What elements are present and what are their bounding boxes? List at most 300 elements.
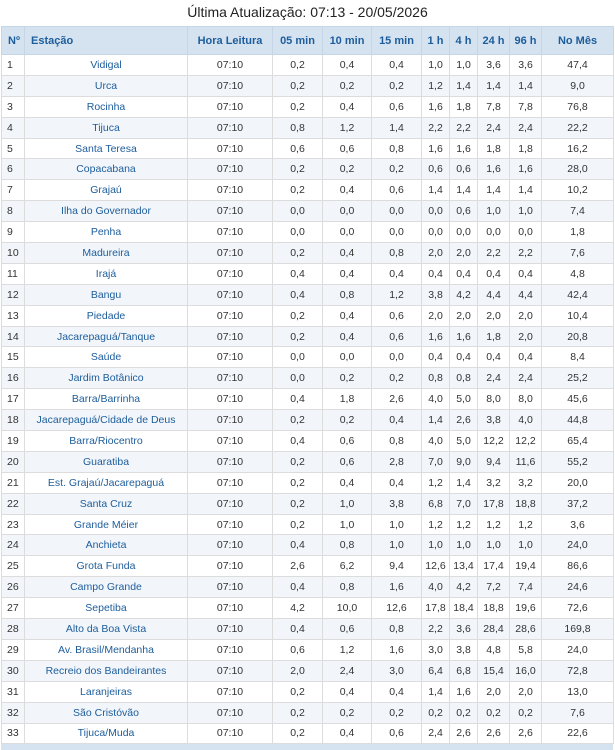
cell-reading-time: 07:10 xyxy=(188,243,273,264)
cell-05min: 0,2 xyxy=(273,451,323,472)
cell-month: 4,8 xyxy=(542,263,614,284)
table-row xyxy=(2,451,614,472)
cell-number: 2 xyxy=(2,75,25,96)
cell-05min: 0,4 xyxy=(273,619,323,640)
cell-number: 24 xyxy=(2,535,25,556)
cell-month: 8,4 xyxy=(542,347,614,368)
table-row xyxy=(2,222,614,243)
cell-station: Grande Méier xyxy=(25,514,188,535)
cell-15min: 0,2 xyxy=(372,75,422,96)
cell-15min: 12,6 xyxy=(372,598,422,619)
cell-reading-time: 07:10 xyxy=(188,410,273,431)
cell-month: 16,2 xyxy=(542,138,614,159)
cell-1h: 1,4 xyxy=(422,180,450,201)
cell-05min: 0,0 xyxy=(273,347,323,368)
cell-reading-time: 07:10 xyxy=(188,577,273,598)
cell-96h: 1,8 xyxy=(510,138,542,159)
cell-15min: 0,6 xyxy=(372,326,422,347)
cell-4h: 0,0 xyxy=(450,222,478,243)
cell-24h: 28,4 xyxy=(478,619,510,640)
cell-month: 65,4 xyxy=(542,431,614,452)
cell-number: 22 xyxy=(2,493,25,514)
col-header-15min[interactable]: 15 min xyxy=(372,27,422,55)
table-row xyxy=(2,284,614,305)
cell-15min: 0,6 xyxy=(372,723,422,744)
cell-4h: 1,0 xyxy=(450,55,478,76)
cell-15min: 1,0 xyxy=(372,535,422,556)
col-header-1h[interactable]: 1 h xyxy=(422,27,450,55)
cell-15min: 0,0 xyxy=(372,222,422,243)
cell-4h: 0,2 xyxy=(450,702,478,723)
cell-15min: 2,6 xyxy=(372,389,422,410)
cell-10min: 0,6 xyxy=(323,619,372,640)
cell-station: Irajá xyxy=(25,263,188,284)
cell-number: 19 xyxy=(2,431,25,452)
cell-month: 7,6 xyxy=(542,243,614,264)
table-row xyxy=(2,347,614,368)
col-header-96h[interactable]: 96 h xyxy=(510,27,542,55)
cell-4h: 2,6 xyxy=(450,723,478,744)
cell-24h: 3,6 xyxy=(478,55,510,76)
cell-24h: 2,4 xyxy=(478,117,510,138)
cell-number: 5 xyxy=(2,138,25,159)
cell-05min: 2,0 xyxy=(273,660,323,681)
cell-24h: 1,6 xyxy=(478,159,510,180)
cell-10min: 0,0 xyxy=(323,347,372,368)
table-row xyxy=(2,368,614,389)
cell-96h: 7,8 xyxy=(510,96,542,117)
cell-number: 18 xyxy=(2,410,25,431)
cell-station: Urca xyxy=(25,75,188,96)
cell-4h: 2,2 xyxy=(450,117,478,138)
cell-1h: 2,0 xyxy=(422,243,450,264)
cell-10min: 0,2 xyxy=(323,368,372,389)
cell-96h: 28,6 xyxy=(510,619,542,640)
table-row xyxy=(2,75,614,96)
cell-05min: 0,4 xyxy=(273,535,323,556)
cell-reading-time: 07:10 xyxy=(188,284,273,305)
cell-96h: 4,4 xyxy=(510,284,542,305)
cell-number: 33 xyxy=(2,723,25,744)
rain-table xyxy=(1,26,614,744)
cell-1h: 0,0 xyxy=(422,201,450,222)
cell-station: Vidigal xyxy=(25,55,188,76)
cell-05min: 0,2 xyxy=(273,55,323,76)
cell-96h: 1,4 xyxy=(510,180,542,201)
cell-4h: 0,6 xyxy=(450,159,478,180)
cell-number: 30 xyxy=(2,660,25,681)
cell-month: 1,8 xyxy=(542,222,614,243)
cell-month: 72,8 xyxy=(542,660,614,681)
cell-05min: 0,2 xyxy=(273,305,323,326)
cell-1h: 7,0 xyxy=(422,451,450,472)
cell-4h: 1,2 xyxy=(450,514,478,535)
cell-number: 8 xyxy=(2,201,25,222)
cell-24h: 2,0 xyxy=(478,681,510,702)
cell-1h: 1,4 xyxy=(422,410,450,431)
cell-month: 20,8 xyxy=(542,326,614,347)
table-row xyxy=(2,493,614,514)
table-footer-bar xyxy=(1,744,613,750)
cell-10min: 0,6 xyxy=(323,431,372,452)
cell-96h: 0,4 xyxy=(510,263,542,284)
cell-24h: 4,8 xyxy=(478,639,510,660)
cell-number: 32 xyxy=(2,702,25,723)
cell-96h: 19,6 xyxy=(510,598,542,619)
cell-number: 31 xyxy=(2,681,25,702)
cell-15min: 0,8 xyxy=(372,431,422,452)
cell-4h: 0,4 xyxy=(450,347,478,368)
cell-96h: 8,0 xyxy=(510,389,542,410)
cell-month: 76,8 xyxy=(542,96,614,117)
cell-4h: 1,4 xyxy=(450,180,478,201)
cell-month: 24,6 xyxy=(542,577,614,598)
cell-reading-time: 07:10 xyxy=(188,117,273,138)
cell-4h: 1,6 xyxy=(450,326,478,347)
cell-reading-time: 07:10 xyxy=(188,180,273,201)
cell-24h: 18,8 xyxy=(478,598,510,619)
cell-05min: 0,2 xyxy=(273,723,323,744)
table-row xyxy=(2,138,614,159)
cell-reading-time: 07:10 xyxy=(188,451,273,472)
cell-station: Copacabana xyxy=(25,159,188,180)
table-row xyxy=(2,681,614,702)
cell-24h: 0,4 xyxy=(478,263,510,284)
cell-number: 4 xyxy=(2,117,25,138)
cell-reading-time: 07:10 xyxy=(188,305,273,326)
cell-15min: 0,8 xyxy=(372,619,422,640)
cell-05min: 0,4 xyxy=(273,431,323,452)
cell-month: 13,0 xyxy=(542,681,614,702)
cell-number: 15 xyxy=(2,347,25,368)
cell-15min: 0,4 xyxy=(372,55,422,76)
col-header-reading-time[interactable]: Hora Leitura xyxy=(188,27,273,55)
cell-10min: 0,4 xyxy=(323,305,372,326)
cell-15min: 0,8 xyxy=(372,138,422,159)
cell-1h: 0,8 xyxy=(422,368,450,389)
cell-month: 169,8 xyxy=(542,619,614,640)
cell-15min: 0,4 xyxy=(372,410,422,431)
table-row xyxy=(2,159,614,180)
table-row xyxy=(2,514,614,535)
cell-96h: 5,8 xyxy=(510,639,542,660)
cell-1h: 0,0 xyxy=(422,222,450,243)
cell-10min: 0,4 xyxy=(323,472,372,493)
table-row xyxy=(2,556,614,577)
table-row xyxy=(2,577,614,598)
cell-96h: 18,8 xyxy=(510,493,542,514)
cell-1h: 6,8 xyxy=(422,493,450,514)
cell-24h: 9,4 xyxy=(478,451,510,472)
cell-month: 37,2 xyxy=(542,493,614,514)
cell-96h: 1,6 xyxy=(510,159,542,180)
cell-month: 42,4 xyxy=(542,284,614,305)
cell-4h: 4,2 xyxy=(450,284,478,305)
cell-96h: 2,4 xyxy=(510,368,542,389)
cell-10min: 0,6 xyxy=(323,451,372,472)
cell-10min: 0,4 xyxy=(323,180,372,201)
cell-96h: 2,6 xyxy=(510,723,542,744)
cell-10min: 0,2 xyxy=(323,75,372,96)
cell-4h: 13,4 xyxy=(450,556,478,577)
cell-96h: 16,0 xyxy=(510,660,542,681)
cell-96h: 0,2 xyxy=(510,702,542,723)
cell-24h: 7,2 xyxy=(478,577,510,598)
cell-station: Madureira xyxy=(25,243,188,264)
cell-reading-time: 07:10 xyxy=(188,263,273,284)
cell-24h: 2,2 xyxy=(478,243,510,264)
cell-reading-time: 07:10 xyxy=(188,681,273,702)
cell-reading-time: 07:10 xyxy=(188,535,273,556)
cell-station: Barra/Barrinha xyxy=(25,389,188,410)
cell-05min: 0,4 xyxy=(273,389,323,410)
col-header-4h[interactable]: 4 h xyxy=(450,27,478,55)
cell-15min: 1,2 xyxy=(372,284,422,305)
cell-10min: 0,2 xyxy=(323,159,372,180)
cell-month: 9,0 xyxy=(542,75,614,96)
cell-1h: 12,6 xyxy=(422,556,450,577)
table-row xyxy=(2,598,614,619)
cell-15min: 0,2 xyxy=(372,702,422,723)
table-row xyxy=(2,326,614,347)
cell-4h: 5,0 xyxy=(450,389,478,410)
cell-24h: 0,4 xyxy=(478,347,510,368)
cell-reading-time: 07:10 xyxy=(188,660,273,681)
cell-24h: 3,8 xyxy=(478,410,510,431)
cell-number: 17 xyxy=(2,389,25,410)
table-row xyxy=(2,263,614,284)
cell-reading-time: 07:10 xyxy=(188,702,273,723)
cell-15min: 0,0 xyxy=(372,347,422,368)
cell-10min: 0,4 xyxy=(323,243,372,264)
cell-number: 10 xyxy=(2,243,25,264)
cell-96h: 1,2 xyxy=(510,514,542,535)
cell-number: 28 xyxy=(2,619,25,640)
cell-05min: 0,2 xyxy=(273,514,323,535)
cell-24h: 1,0 xyxy=(478,535,510,556)
cell-reading-time: 07:10 xyxy=(188,222,273,243)
col-header-number[interactable]: Nº xyxy=(2,27,25,55)
cell-05min: 0,4 xyxy=(273,263,323,284)
cell-24h: 7,8 xyxy=(478,96,510,117)
cell-15min: 1,0 xyxy=(372,514,422,535)
cell-4h: 1,8 xyxy=(450,96,478,117)
cell-reading-time: 07:10 xyxy=(188,619,273,640)
cell-4h: 1,4 xyxy=(450,472,478,493)
cell-05min: 0,4 xyxy=(273,577,323,598)
cell-month: 25,2 xyxy=(542,368,614,389)
table-row xyxy=(2,305,614,326)
cell-number: 26 xyxy=(2,577,25,598)
cell-month: 44,8 xyxy=(542,410,614,431)
cell-number: 29 xyxy=(2,639,25,660)
cell-05min: 0,2 xyxy=(273,243,323,264)
cell-24h: 17,8 xyxy=(478,493,510,514)
cell-05min: 0,6 xyxy=(273,138,323,159)
cell-station: Est. Grajaú/Jacarepaguá xyxy=(25,472,188,493)
cell-reading-time: 07:10 xyxy=(188,159,273,180)
cell-number: 13 xyxy=(2,305,25,326)
table-header-row xyxy=(2,27,614,55)
cell-station: Tijuca xyxy=(25,117,188,138)
cell-10min: 0,2 xyxy=(323,702,372,723)
cell-96h: 2,4 xyxy=(510,117,542,138)
cell-24h: 15,4 xyxy=(478,660,510,681)
cell-month: 10,2 xyxy=(542,180,614,201)
cell-number: 3 xyxy=(2,96,25,117)
cell-month: 7,4 xyxy=(542,201,614,222)
cell-15min: 0,2 xyxy=(372,159,422,180)
table-row xyxy=(2,723,614,744)
col-header-station[interactable]: Estação xyxy=(25,27,188,55)
cell-reading-time: 07:10 xyxy=(188,639,273,660)
cell-1h: 1,4 xyxy=(422,681,450,702)
cell-number: 20 xyxy=(2,451,25,472)
cell-number: 7 xyxy=(2,180,25,201)
cell-1h: 1,0 xyxy=(422,55,450,76)
cell-1h: 4,0 xyxy=(422,389,450,410)
cell-05min: 0,0 xyxy=(273,201,323,222)
cell-05min: 0,2 xyxy=(273,681,323,702)
cell-05min: 0,2 xyxy=(273,702,323,723)
cell-number: 14 xyxy=(2,326,25,347)
cell-05min: 0,6 xyxy=(273,639,323,660)
cell-reading-time: 07:10 xyxy=(188,493,273,514)
cell-05min: 0,2 xyxy=(273,159,323,180)
cell-10min: 6,2 xyxy=(323,556,372,577)
cell-number: 21 xyxy=(2,472,25,493)
cell-station: Saúde xyxy=(25,347,188,368)
cell-24h: 2,6 xyxy=(478,723,510,744)
cell-10min: 0,4 xyxy=(323,55,372,76)
cell-month: 3,6 xyxy=(542,514,614,535)
cell-4h: 4,2 xyxy=(450,577,478,598)
table-row xyxy=(2,55,614,76)
cell-reading-time: 07:10 xyxy=(188,556,273,577)
cell-reading-time: 07:10 xyxy=(188,347,273,368)
cell-1h: 1,6 xyxy=(422,96,450,117)
cell-10min: 0,8 xyxy=(323,284,372,305)
cell-24h: 17,4 xyxy=(478,556,510,577)
col-header-05min[interactable]: 05 min xyxy=(273,27,323,55)
cell-05min: 0,2 xyxy=(273,96,323,117)
cell-month: 45,6 xyxy=(542,389,614,410)
cell-96h: 4,0 xyxy=(510,410,542,431)
cell-96h: 12,2 xyxy=(510,431,542,452)
cell-15min: 0,8 xyxy=(372,243,422,264)
cell-10min: 1,2 xyxy=(323,639,372,660)
cell-month: 55,2 xyxy=(542,451,614,472)
cell-24h: 8,0 xyxy=(478,389,510,410)
cell-1h: 4,0 xyxy=(422,431,450,452)
cell-05min: 0,2 xyxy=(273,472,323,493)
cell-1h: 2,2 xyxy=(422,117,450,138)
cell-10min: 0,8 xyxy=(323,535,372,556)
table-row xyxy=(2,410,614,431)
cell-station: Laranjeiras xyxy=(25,681,188,702)
cell-month: 22,2 xyxy=(542,117,614,138)
cell-96h: 1,4 xyxy=(510,75,542,96)
col-header-month[interactable]: No Mês xyxy=(542,27,614,55)
cell-month: 47,4 xyxy=(542,55,614,76)
cell-reading-time: 07:10 xyxy=(188,75,273,96)
cell-month: 86,6 xyxy=(542,556,614,577)
col-header-10min[interactable]: 10 min xyxy=(323,27,372,55)
cell-24h: 1,2 xyxy=(478,514,510,535)
cell-15min: 0,6 xyxy=(372,96,422,117)
cell-15min: 0,4 xyxy=(372,263,422,284)
cell-10min: 10,0 xyxy=(323,598,372,619)
cell-4h: 7,0 xyxy=(450,493,478,514)
cell-10min: 0,2 xyxy=(323,410,372,431)
table-row xyxy=(2,431,614,452)
cell-15min: 0,2 xyxy=(372,368,422,389)
cell-4h: 0,8 xyxy=(450,368,478,389)
cell-96h: 2,2 xyxy=(510,243,542,264)
cell-1h: 0,4 xyxy=(422,347,450,368)
table-row xyxy=(2,117,614,138)
cell-reading-time: 07:10 xyxy=(188,389,273,410)
cell-4h: 1,6 xyxy=(450,681,478,702)
cell-96h: 1,0 xyxy=(510,201,542,222)
cell-10min: 1,0 xyxy=(323,514,372,535)
cell-1h: 3,8 xyxy=(422,284,450,305)
table-row xyxy=(2,201,614,222)
cell-05min: 0,2 xyxy=(273,410,323,431)
cell-24h: 0,2 xyxy=(478,702,510,723)
table-row xyxy=(2,619,614,640)
cell-05min: 0,0 xyxy=(273,222,323,243)
cell-reading-time: 07:10 xyxy=(188,138,273,159)
cell-station: Sepetiba xyxy=(25,598,188,619)
col-header-24h[interactable]: 24 h xyxy=(478,27,510,55)
cell-4h: 3,6 xyxy=(450,619,478,640)
table-row xyxy=(2,535,614,556)
cell-1h: 2,2 xyxy=(422,619,450,640)
cell-05min: 0,0 xyxy=(273,368,323,389)
cell-4h: 0,6 xyxy=(450,201,478,222)
cell-1h: 1,6 xyxy=(422,326,450,347)
cell-10min: 0,4 xyxy=(323,263,372,284)
cell-1h: 0,4 xyxy=(422,263,450,284)
cell-station: Piedade xyxy=(25,305,188,326)
cell-station: Ilha do Governador xyxy=(25,201,188,222)
cell-05min: 0,2 xyxy=(273,493,323,514)
table-row xyxy=(2,472,614,493)
cell-4h: 2,6 xyxy=(450,410,478,431)
cell-1h: 1,2 xyxy=(422,514,450,535)
cell-96h: 2,0 xyxy=(510,681,542,702)
cell-4h: 18,4 xyxy=(450,598,478,619)
cell-1h: 2,0 xyxy=(422,305,450,326)
cell-24h: 1,4 xyxy=(478,75,510,96)
cell-10min: 0,0 xyxy=(323,201,372,222)
cell-05min: 0,2 xyxy=(273,75,323,96)
cell-1h: 3,0 xyxy=(422,639,450,660)
cell-05min: 0,2 xyxy=(273,326,323,347)
cell-reading-time: 07:10 xyxy=(188,96,273,117)
cell-station: Grota Funda xyxy=(25,556,188,577)
cell-1h: 17,8 xyxy=(422,598,450,619)
cell-4h: 1,0 xyxy=(450,535,478,556)
cell-4h: 5,0 xyxy=(450,431,478,452)
cell-15min: 0,4 xyxy=(372,681,422,702)
cell-15min: 1,6 xyxy=(372,577,422,598)
cell-station: Rocinha xyxy=(25,96,188,117)
cell-1h: 6,4 xyxy=(422,660,450,681)
cell-1h: 0,6 xyxy=(422,159,450,180)
cell-reading-time: 07:10 xyxy=(188,368,273,389)
